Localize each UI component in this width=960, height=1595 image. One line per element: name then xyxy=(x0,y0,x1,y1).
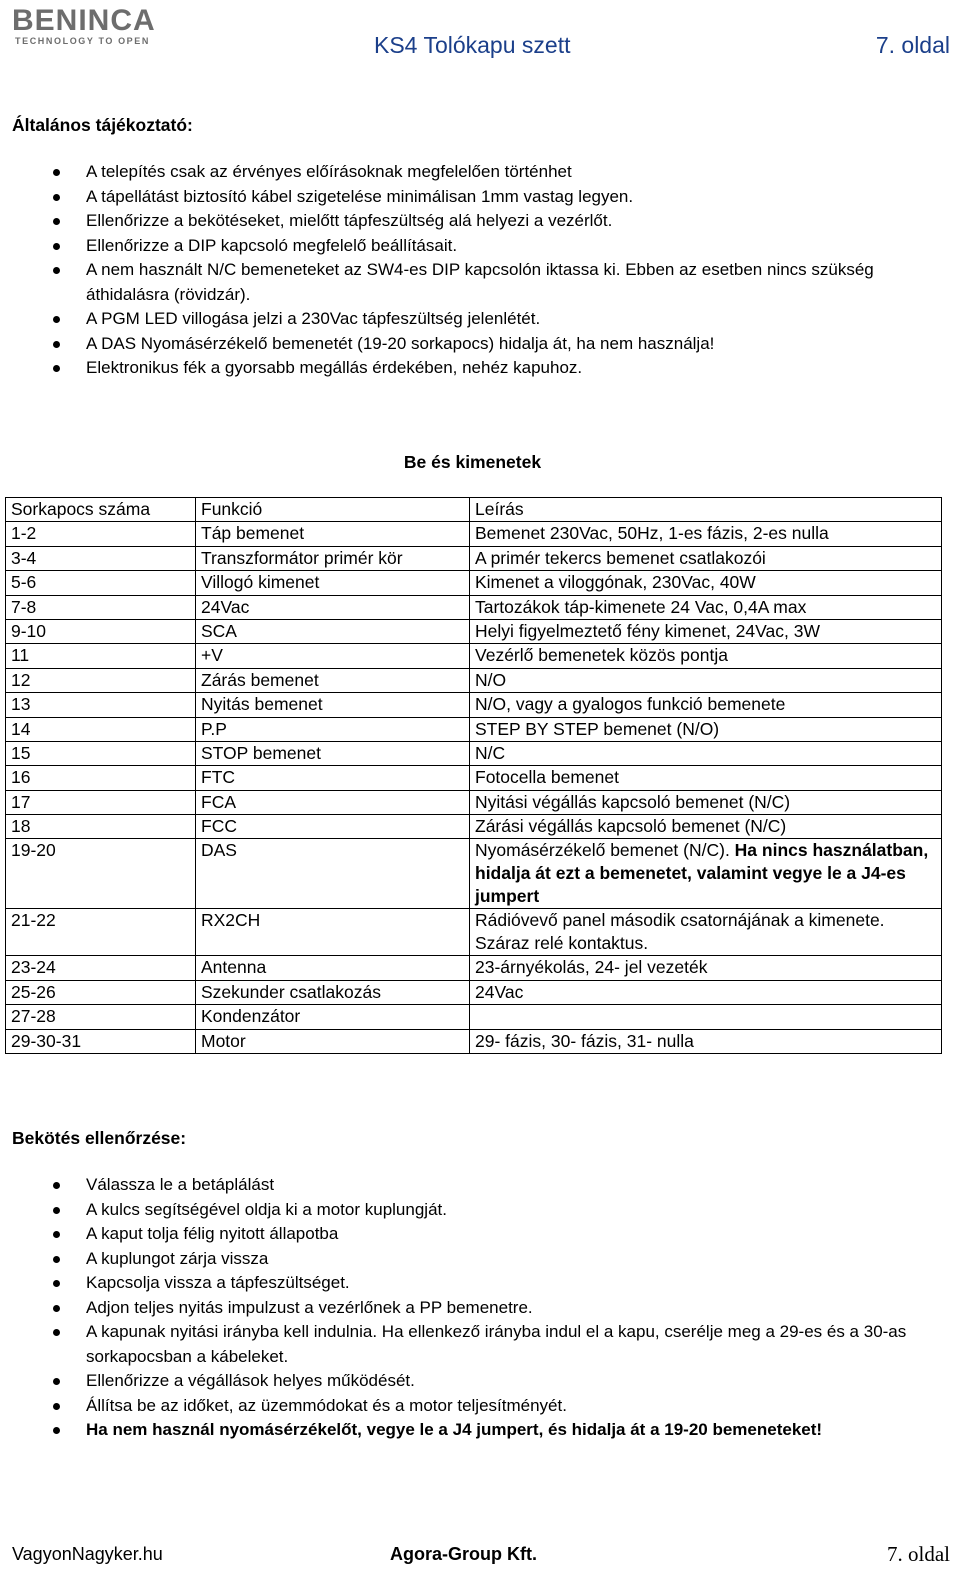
description-cell xyxy=(470,815,942,839)
bullet-icon xyxy=(53,194,60,201)
table-row xyxy=(6,956,942,980)
description-text: Tartozákok táp-kimenete 24 Vac, 0,4A max xyxy=(475,596,807,617)
wiring-check-heading: Bekötés ellenőrzése: xyxy=(12,1128,187,1148)
description-cell xyxy=(470,571,942,595)
description-text: Rádióvevő panel második csatornájának a kimenete. Száraz relé kontaktus. xyxy=(475,910,885,954)
table-row xyxy=(6,546,942,570)
description-text: Bemenet 230Vac, 50Hz, 1-es fázis, 2-es nulla xyxy=(475,523,829,544)
list-item: Válassza le a betáplálást xyxy=(0,1173,930,1198)
header-description: Leírás xyxy=(470,498,942,522)
io-table-title: Be és kimenetek xyxy=(403,452,542,472)
description-cell xyxy=(470,668,942,692)
description-cell xyxy=(470,956,942,980)
general-info-heading: Általános tájékoztató: xyxy=(12,115,193,135)
description-cell xyxy=(470,522,942,546)
terminal-cell: 3-4 xyxy=(6,546,196,570)
terminal-cell: 27-28 xyxy=(6,1005,196,1029)
page-header-number: 7. oldal xyxy=(875,32,950,58)
bullet-icon xyxy=(53,169,60,176)
function-cell: FCA xyxy=(196,790,470,814)
bullet-icon xyxy=(53,1403,60,1410)
list-item: A DAS Nyomásérzékelő bemenetét (19-20 sorkapocs) hidalja át, ha nem használja! xyxy=(0,332,930,357)
description-cell xyxy=(470,741,942,765)
terminal-cell: 29-30-31 xyxy=(6,1029,196,1053)
terminal-cell: 11 xyxy=(6,644,196,668)
logo-text: BENINCA xyxy=(12,4,156,37)
terminal-cell: 15 xyxy=(6,741,196,765)
description-text: Vezérlő bemenetek közös pontja xyxy=(475,645,728,666)
description-cell xyxy=(470,595,942,619)
bullet-icon xyxy=(53,1182,60,1189)
description-text: N/C xyxy=(475,742,506,763)
table-row xyxy=(6,1029,942,1053)
bullet-icon xyxy=(53,1305,60,1312)
table-row xyxy=(6,619,942,643)
function-cell: FCC xyxy=(196,815,470,839)
bullet-icon xyxy=(53,1256,60,1263)
description-text: 24Vac xyxy=(475,981,524,1002)
description-cell xyxy=(470,790,942,814)
terminal-cell: 9-10 xyxy=(6,619,196,643)
list-item: Kapcsolja vissza a tápfeszültséget. xyxy=(0,1271,930,1296)
terminal-cell: 13 xyxy=(6,693,196,717)
bullet-icon xyxy=(53,218,60,225)
list-item: A nem használt N/C bemeneteket az SW4-es DIP kapcsolón iktassa ki. Ebben az esetben nincs szükség áthidalásra (rövidzár). xyxy=(0,258,930,307)
terminal-cell: 21-22 xyxy=(6,909,196,956)
table-row xyxy=(6,668,942,692)
list-item: Ha nem használ nyomásérzékelőt, vegye le a J4 jumpert, és hidalja át a 19-20 bemeneteket! xyxy=(0,1418,930,1443)
table-row xyxy=(6,717,942,741)
bullet-icon xyxy=(53,1378,60,1385)
terminal-cell: 17 xyxy=(6,790,196,814)
footer-company: Agora-Group Kft. xyxy=(390,1544,537,1564)
bullet-icon xyxy=(53,365,60,372)
table-header-row xyxy=(6,498,942,522)
function-cell: SCA xyxy=(196,619,470,643)
description-text: 29- fázis, 30- fázis, 31- nulla xyxy=(475,1030,694,1051)
function-cell: 24Vac xyxy=(196,595,470,619)
list-item: Elektronikus fék a gyorsabb megállás érdekében, nehéz kapuhoz. xyxy=(0,356,930,381)
description-text: Helyi figyelmeztető fény kimenet, 24Vac, 3W xyxy=(475,620,820,641)
terminal-cell: 25-26 xyxy=(6,980,196,1004)
description-text: Nyitási végállás kapcsoló bemenet (N/C) xyxy=(475,791,791,812)
table-row xyxy=(6,595,942,619)
function-cell: Nyitás bemenet xyxy=(196,693,470,717)
table-row xyxy=(6,644,942,668)
description-text: Fotocella bemenet xyxy=(475,767,619,788)
list-item: A kapunak nyitási irányba kell indulnia. Ha ellenkező irányba indul el a kapu, cserélje meg a 29-es és a 30-as sorkapocsban a kábeleket. xyxy=(0,1320,930,1369)
list-item: A PGM LED villogása jelzi a 230Vac tápfeszültség jelenlétét. xyxy=(0,307,930,332)
terminal-cell: 1-2 xyxy=(6,522,196,546)
description-cell xyxy=(470,546,942,570)
wiring-check-list xyxy=(0,1173,930,1443)
list-item: A telepítés csak az érvényes előírásoknak megfelelően történhet xyxy=(0,160,930,185)
description-text: STEP BY STEP bemenet (N/O) xyxy=(475,718,720,739)
table-row xyxy=(6,980,942,1004)
table-row xyxy=(6,766,942,790)
function-cell: FTC xyxy=(196,766,470,790)
terminal-cell: 19-20 xyxy=(6,839,196,909)
description-bold-text: Ha nincs használatban, hidalja át ezt a bemenetet, valamint vegye le a J4-es jumpert xyxy=(475,840,929,907)
footer-page-number: 7. oldal xyxy=(887,1542,950,1566)
description-text: N/O xyxy=(475,669,507,690)
table-row xyxy=(6,522,942,546)
function-cell: +V xyxy=(196,644,470,668)
terminal-cell: 23-24 xyxy=(6,956,196,980)
table-row xyxy=(6,693,942,717)
description-text: A primér tekercs bemenet csatlakozói xyxy=(475,547,766,568)
header-terminal: Sorkapocs száma xyxy=(6,498,196,522)
description-cell xyxy=(470,693,942,717)
description-cell xyxy=(470,644,942,668)
function-cell: STOP bemenet xyxy=(196,741,470,765)
table-row xyxy=(6,571,942,595)
function-cell: Antenna xyxy=(196,956,470,980)
bullet-icon xyxy=(53,1280,60,1287)
table-row xyxy=(6,1005,942,1029)
io-table xyxy=(5,497,942,1054)
terminal-cell: 16 xyxy=(6,766,196,790)
function-cell: Zárás bemenet xyxy=(196,668,470,692)
function-cell: Motor xyxy=(196,1029,470,1053)
page-header-title: KS4 Tolókapu szett xyxy=(374,32,571,58)
list-item: A kulcs segítségével oldja ki a motor kuplungját. xyxy=(0,1198,930,1223)
list-item: A tápellátást biztosító kábel szigetelése minimálisan 1mm vastag legyen. xyxy=(0,185,930,210)
description-text: Nyomásérzékelő bemenet (N/C). xyxy=(475,840,735,861)
bullet-icon xyxy=(53,1427,60,1434)
function-cell: DAS xyxy=(196,839,470,909)
terminal-cell: 7-8 xyxy=(6,595,196,619)
list-item: Ellenőrizze a végállások helyes működését. xyxy=(0,1369,930,1394)
beninca-logo xyxy=(12,6,172,50)
header-function: Funkció xyxy=(196,498,470,522)
bullet-icon xyxy=(53,267,60,274)
description-cell xyxy=(470,717,942,741)
description-cell xyxy=(470,766,942,790)
description-cell xyxy=(470,909,942,956)
list-item: A kaput tolja félig nyitott állapotba xyxy=(0,1222,930,1247)
terminal-cell: 5-6 xyxy=(6,571,196,595)
function-cell: Kondenzátor xyxy=(196,1005,470,1029)
description-cell xyxy=(470,1005,942,1029)
bullet-icon xyxy=(53,341,60,348)
function-cell: Villogó kimenet xyxy=(196,571,470,595)
bullet-icon xyxy=(53,1231,60,1238)
description-text: N/O, vagy a gyalogos funkció bemenete xyxy=(475,694,786,715)
function-cell: Transzformátor primér kör xyxy=(196,546,470,570)
description-cell xyxy=(470,839,942,909)
footer-website: VagyonNagyker.hu xyxy=(12,1544,163,1564)
table-row xyxy=(6,815,942,839)
logo-tagline: TECHNOLOGY TO OPEN xyxy=(15,36,150,46)
description-cell xyxy=(470,1029,942,1053)
general-info-list xyxy=(0,160,930,381)
table-row xyxy=(6,839,942,909)
description-text: Zárási végállás kapcsoló bemenet (N/C) xyxy=(475,816,787,837)
function-cell: Táp bemenet xyxy=(196,522,470,546)
bullet-icon xyxy=(53,316,60,323)
list-item: Állítsa be az időket, az üzemmódokat és a motor teljesítményét. xyxy=(0,1394,930,1419)
function-cell: Szekunder csatlakozás xyxy=(196,980,470,1004)
description-text: Kimenet a viloggónak, 230Vac, 40W xyxy=(475,572,756,593)
table-row xyxy=(6,741,942,765)
table-row xyxy=(6,790,942,814)
function-cell: RX2CH xyxy=(196,909,470,956)
terminal-cell: 12 xyxy=(6,668,196,692)
description-text: 23-árnyékolás, 24- jel vezeték xyxy=(475,957,708,978)
table-row xyxy=(6,909,942,956)
list-item: Adjon teljes nyitás impulzust a vezérlőnek a PP bemenetre. xyxy=(0,1296,930,1321)
bullet-icon xyxy=(53,1207,60,1214)
description-cell xyxy=(470,980,942,1004)
bullet-icon xyxy=(53,1329,60,1336)
bullet-icon xyxy=(53,243,60,250)
list-item: Ellenőrizze a bekötéseket, mielőtt tápfeszültség alá helyezi a vezérlőt. xyxy=(0,209,930,234)
list-item: Ellenőrizze a DIP kapcsoló megfelelő beállításait. xyxy=(0,234,930,259)
list-item: A kuplungot zárja vissza xyxy=(0,1247,930,1272)
terminal-cell: 14 xyxy=(6,717,196,741)
function-cell: P.P xyxy=(196,717,470,741)
description-cell xyxy=(470,619,942,643)
terminal-cell: 18 xyxy=(6,815,196,839)
